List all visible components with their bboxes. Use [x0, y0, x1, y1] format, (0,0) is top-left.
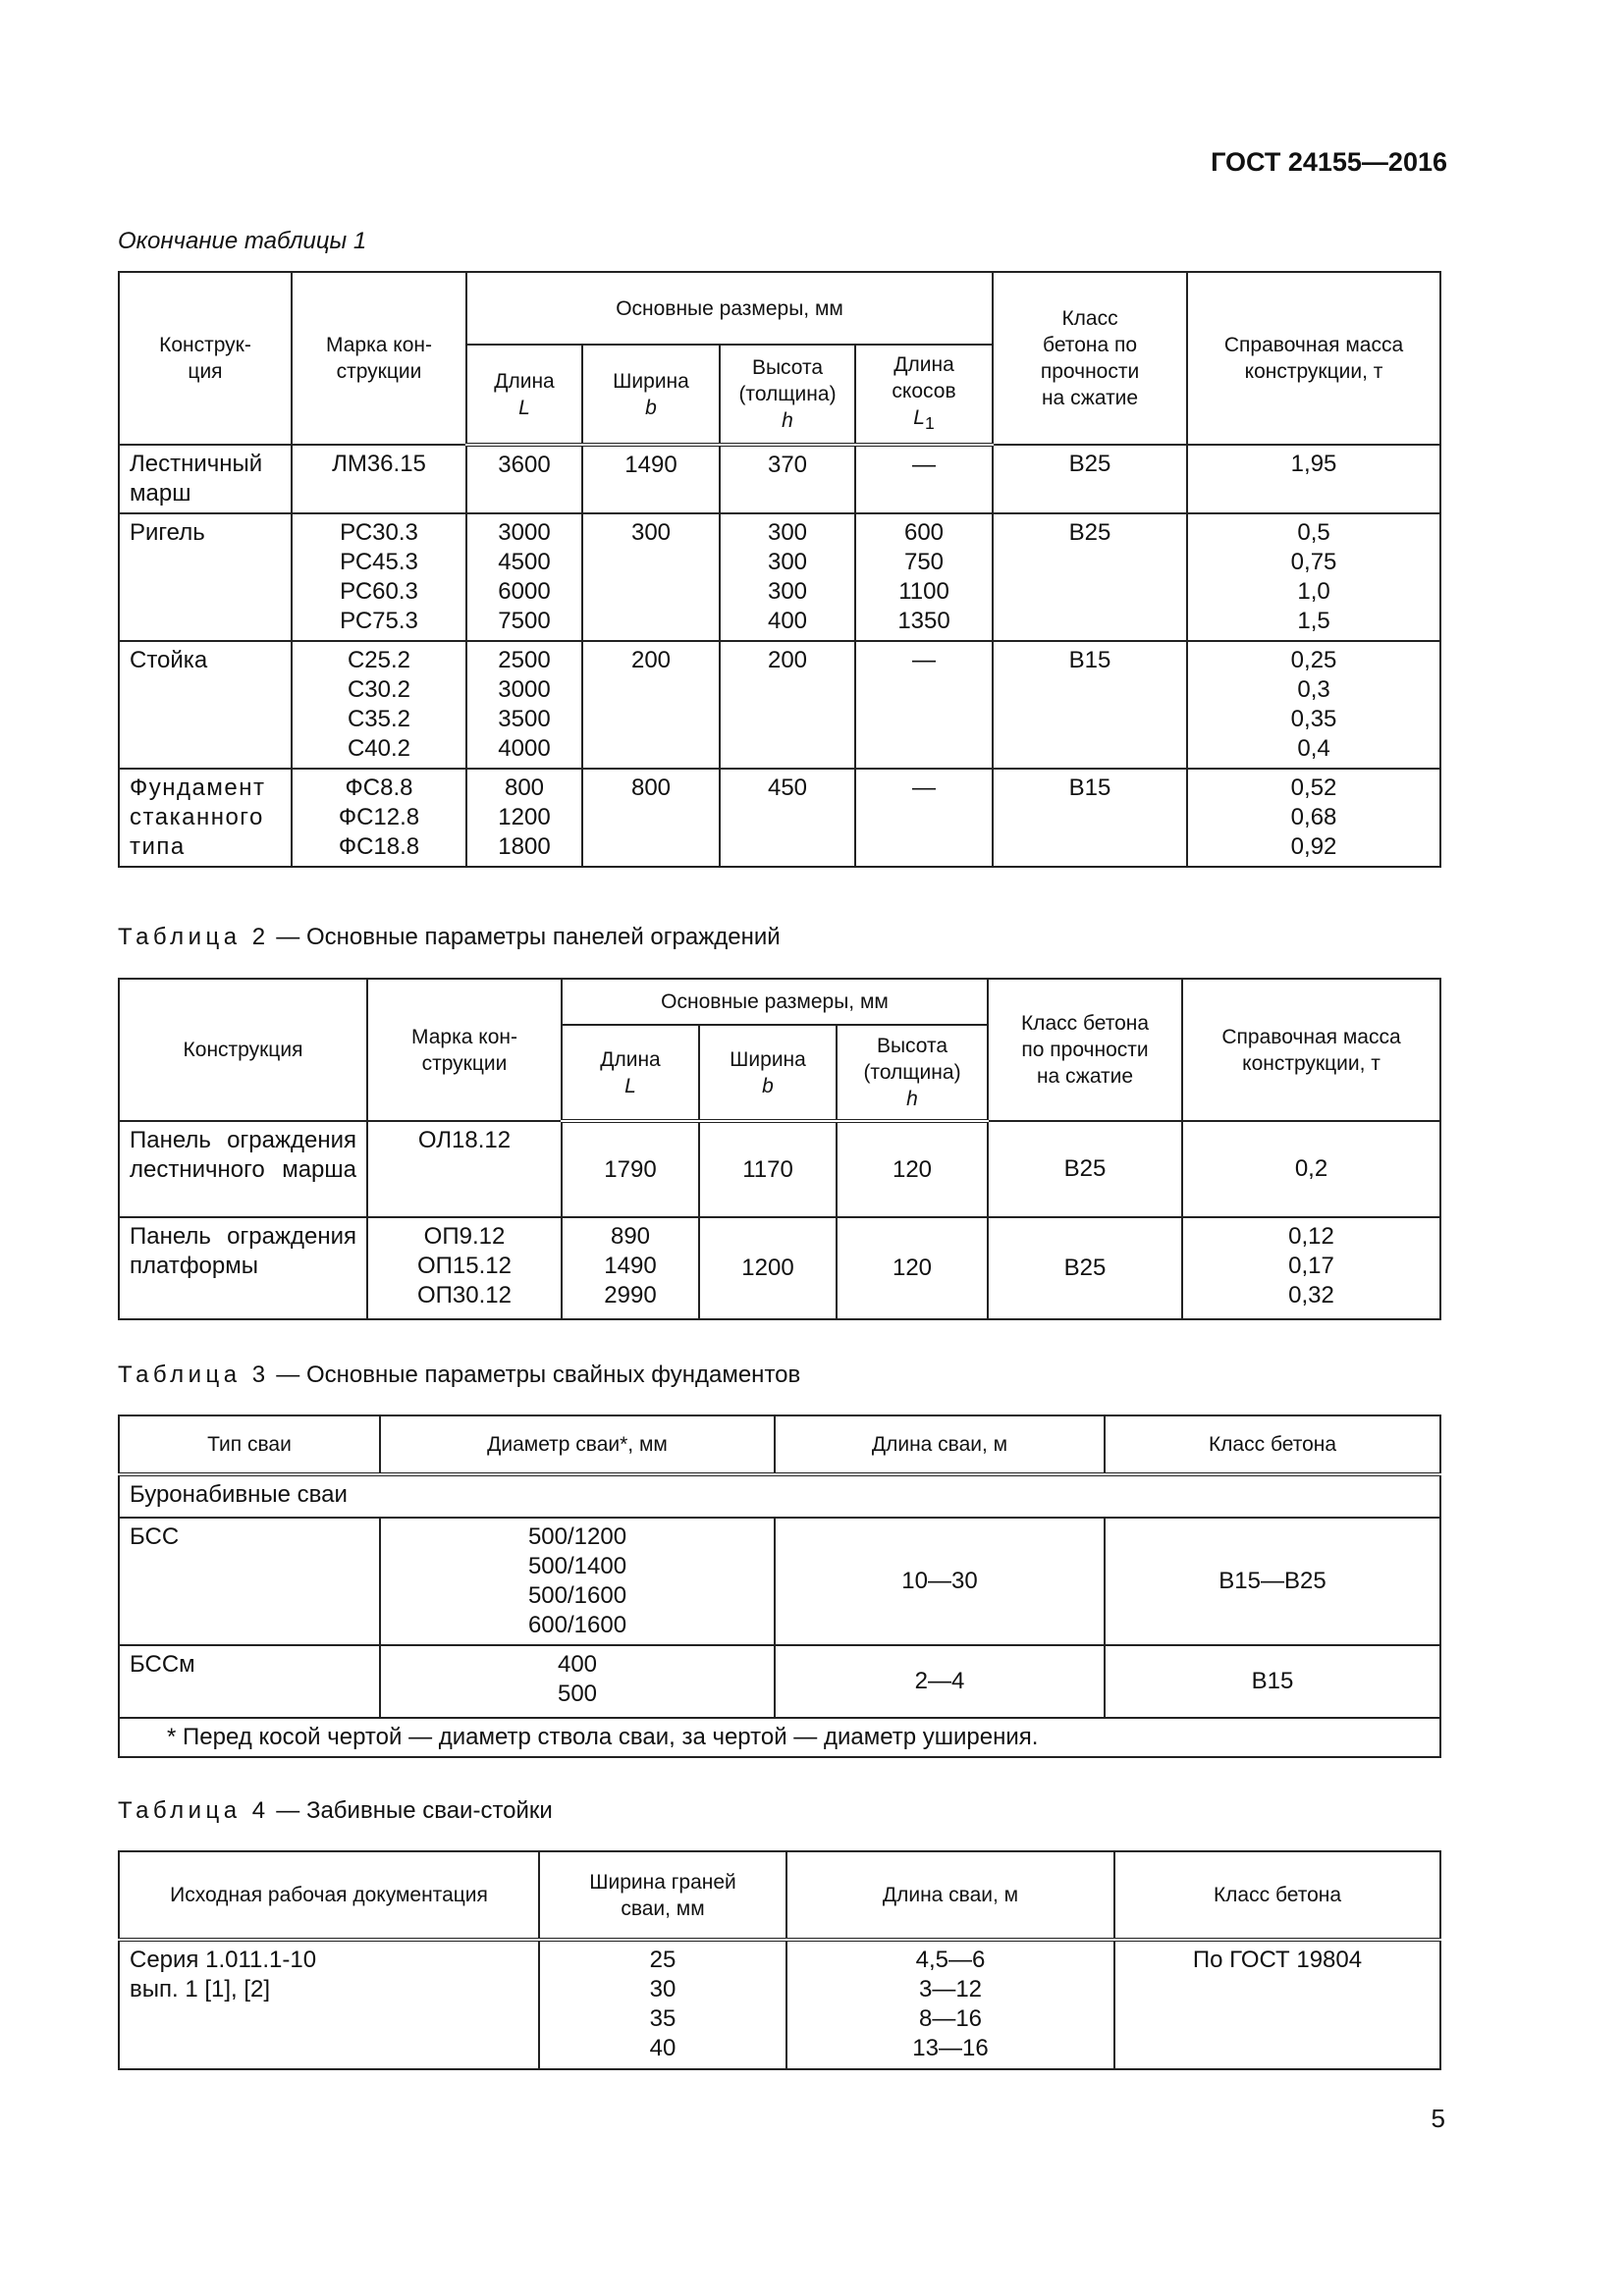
- t2-header-height: Высота (толщина) h: [837, 1025, 988, 1121]
- t1-cell-bevel: —: [855, 445, 993, 513]
- t1-cell-width: 200: [582, 641, 720, 769]
- document-standard: ГОСТ 24155—2016: [1211, 147, 1447, 177]
- t1-cell-mass: 0,25 0,3 0,35 0,4: [1187, 641, 1440, 769]
- t4-cell-concrete: По ГОСТ 19804: [1114, 1940, 1440, 2069]
- t2-header-mark: Марка кон- струкции: [367, 979, 562, 1121]
- t1-header-length: Длина L: [466, 345, 582, 445]
- t1-header-bevel: Длина скосов $L_1$: [855, 345, 993, 445]
- t1-cell-bevel: 600 750 1100 1350: [855, 513, 993, 641]
- t1-cell-concrete: В15: [993, 769, 1187, 867]
- table-row: [119, 445, 1440, 513]
- t2-cell-mark: ОЛ18.12: [367, 1121, 562, 1217]
- t4-header-doc: Исходная рабочая документация: [119, 1851, 539, 1940]
- t3-cell-diameter: 500/1200 500/1400 500/1600 600/1600: [380, 1518, 775, 1645]
- t3-cell-length: 2—4: [775, 1645, 1105, 1718]
- table4-caption: Таблица 4 — Забивные сваи-стойки: [118, 1797, 553, 1824]
- table4: [118, 1850, 1441, 2070]
- t1-header-width: Ширина b: [582, 345, 720, 445]
- t2-cell-width: 1170: [699, 1121, 837, 1217]
- table-row: [119, 1518, 1440, 1645]
- t1-cell-height: 370: [720, 445, 855, 513]
- t2-header-mass: Справочная масса конструкции, т: [1182, 979, 1440, 1121]
- t1-cell-bevel: —: [855, 641, 993, 769]
- t4-header-concrete: Класс бетона: [1114, 1851, 1440, 1940]
- t1-cell-mark: РС30.3 РС45.3 РС60.3 РС75.3: [292, 513, 466, 641]
- table1: [118, 271, 1441, 868]
- t2-cell-construction: Панель ограждения платформы: [119, 1217, 367, 1319]
- t3-cell-type: БСС: [119, 1518, 380, 1645]
- table1-caption: Окончание таблицы 1: [118, 228, 367, 254]
- t1-cell-mass: 0,5 0,75 1,0 1,5: [1187, 513, 1440, 641]
- t4-cell-length: 4,5—6 3—12 8—16 13—16: [786, 1940, 1114, 2069]
- table2-caption: Таблица 2 — Основные параметры панелей ограждений: [118, 924, 781, 950]
- t4-cell-doc: Серия 1.011.1-10 вып. 1 [1], [2]: [119, 1940, 539, 2069]
- t3-cell-diameter: 400 500: [380, 1645, 775, 1718]
- t4-header-face-width: Ширина граней сваи, мм: [539, 1851, 786, 1940]
- t2-cell-mark: ОП9.12 ОП15.12 ОП30.12: [367, 1217, 562, 1319]
- t2-cell-height: 120: [837, 1217, 988, 1319]
- t1-cell-height: 200: [720, 641, 855, 769]
- t1-cell-length: 2500 3000 3500 4000: [466, 641, 582, 769]
- t1-cell-bevel: —: [855, 769, 993, 867]
- page-number: 5: [1431, 2104, 1445, 2133]
- t1-header-concrete: Класс бетона по прочности на сжатие: [993, 272, 1187, 445]
- t1-cell-mark: ФС8.8 ФС12.8 ФС18.8: [292, 769, 466, 867]
- t1-cell-mark: ЛМ36.15: [292, 445, 466, 513]
- t2-cell-length: 890 1490 2990: [562, 1217, 699, 1319]
- t1-cell-construction: Фундамент стаканного типа: [119, 769, 292, 867]
- t3-header-length: Длина сваи, м: [775, 1415, 1105, 1474]
- t2-cell-width: 1200: [699, 1217, 837, 1319]
- t1-cell-width: 300: [582, 513, 720, 641]
- t2-header-width: Ширина b: [699, 1025, 837, 1121]
- t1-cell-length: 800 1200 1800: [466, 769, 582, 867]
- t1-cell-mark: С25.2 С30.2 С35.2 С40.2: [292, 641, 466, 769]
- t3-cell-concrete: В15: [1105, 1645, 1440, 1718]
- table3: [118, 1415, 1441, 1758]
- t1-header-sizes: Основные размеры, мм: [466, 272, 993, 345]
- table2: [118, 978, 1441, 1320]
- t2-header-length: Длина L: [562, 1025, 699, 1121]
- t1-cell-construction: Стойка: [119, 641, 292, 769]
- table-row: [119, 769, 1440, 867]
- t1-cell-mass: 1,95: [1187, 445, 1440, 513]
- t1-header-mark: Марка кон- струкции: [292, 272, 466, 445]
- t1-cell-width: 1490: [582, 445, 720, 513]
- t3-cell-type: БССм: [119, 1645, 380, 1718]
- t2-cell-length: 1790: [562, 1121, 699, 1217]
- t3-header-type: Тип сваи: [119, 1415, 380, 1474]
- t4-cell-face-width: 25 30 35 40: [539, 1940, 786, 2069]
- table3-caption: Таблица 3 — Основные параметры свайных фундаментов: [118, 1362, 801, 1388]
- t1-cell-length: 3000 4500 6000 7500: [466, 513, 582, 641]
- t2-header-sizes: Основные размеры, мм: [562, 979, 988, 1025]
- t1-header-construction: Конструк- ция: [119, 272, 292, 445]
- t2-cell-height: 120: [837, 1121, 988, 1217]
- t2-cell-concrete: В25: [988, 1217, 1182, 1319]
- t3-header-diameter: Диаметр сваи*, мм: [380, 1415, 775, 1474]
- table-row: [119, 1217, 1440, 1319]
- t2-cell-mass: 0,12 0,17 0,32: [1182, 1217, 1440, 1319]
- t2-cell-construction: Панель ограждения лестничного марша: [119, 1121, 367, 1217]
- t3-cell-length: 10—30: [775, 1518, 1105, 1645]
- t1-cell-concrete: В25: [993, 445, 1187, 513]
- t1-cell-concrete: В15: [993, 641, 1187, 769]
- t1-cell-height: 450: [720, 769, 855, 867]
- t1-cell-height: 300 300 300 400: [720, 513, 855, 641]
- table-row: [119, 1121, 1440, 1217]
- t2-header-construction: Конструкция: [119, 979, 367, 1121]
- table-row: [119, 641, 1440, 769]
- t2-cell-concrete: В25: [988, 1121, 1182, 1217]
- t1-cell-mass: 0,52 0,68 0,92: [1187, 769, 1440, 867]
- t1-cell-width: 800: [582, 769, 720, 867]
- t1-cell-construction: Ригель: [119, 513, 292, 641]
- t3-group-row: Буронабивные сваи: [119, 1474, 1440, 1518]
- t3-footnote: * Перед косой чертой — диаметр ствола сваи, за чертой — диаметр уширения.: [119, 1718, 1440, 1757]
- t1-header-height: Высота (толщина) h: [720, 345, 855, 445]
- t4-header-length: Длина сваи, м: [786, 1851, 1114, 1940]
- t2-cell-mass: 0,2: [1182, 1121, 1440, 1217]
- t1-header-mass: Справочная масса конструкции, т: [1187, 272, 1440, 445]
- table-row: [119, 1645, 1440, 1718]
- t2-header-concrete: Класс бетона по прочности на сжатие: [988, 979, 1182, 1121]
- t1-cell-concrete: В25: [993, 513, 1187, 641]
- t3-cell-concrete: В15—В25: [1105, 1518, 1440, 1645]
- t3-header-concrete: Класс бетона: [1105, 1415, 1440, 1474]
- table-row: [119, 1940, 1440, 2069]
- t1-cell-length: 3600: [466, 445, 582, 513]
- t1-cell-construction: Лестничный марш: [119, 445, 292, 513]
- table-row: [119, 513, 1440, 641]
